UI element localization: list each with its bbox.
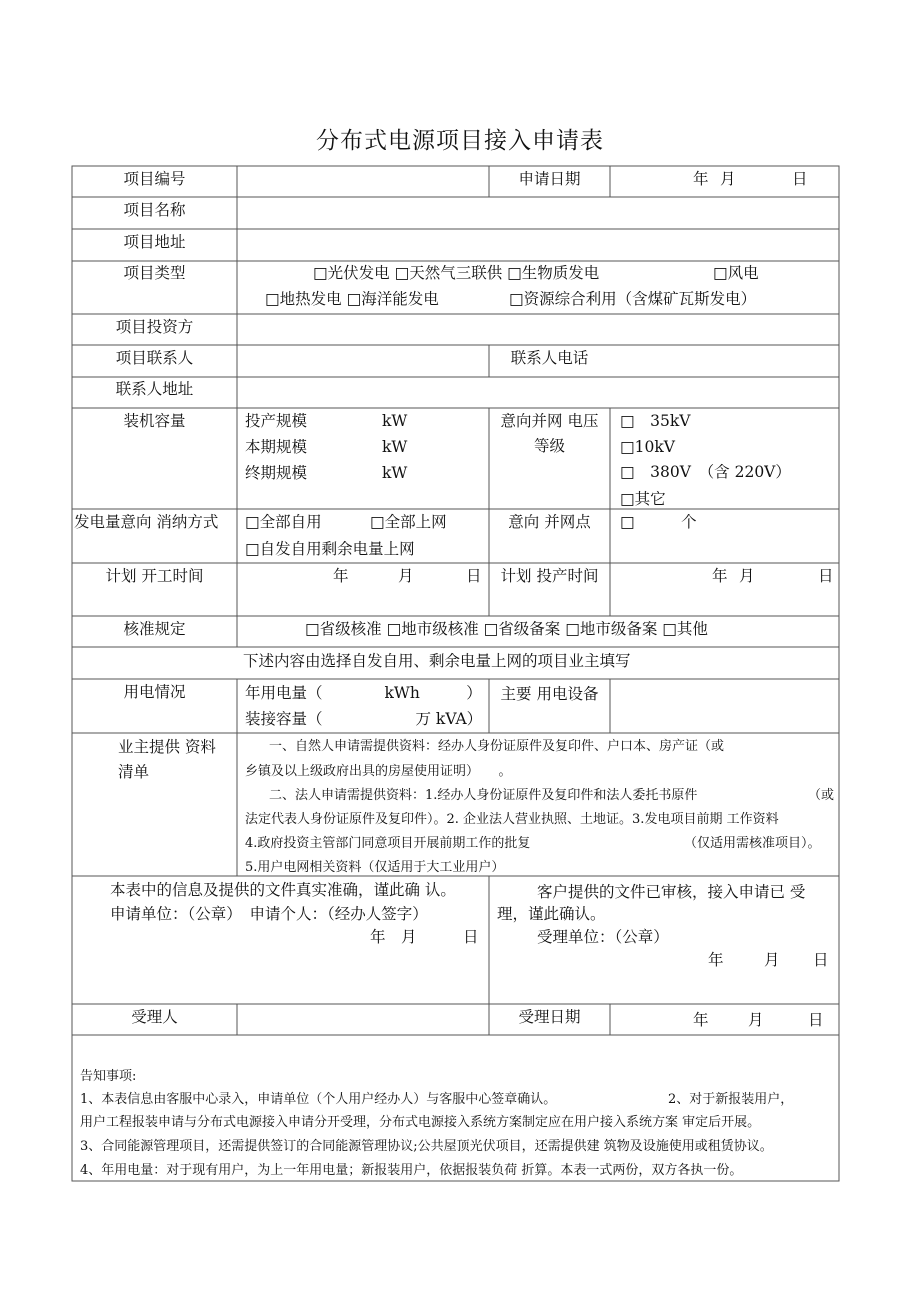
project-type-options-1[interactable]: □光伏发电 □天然气三联供 □生物质发电 [313,264,600,282]
materials-line: （仅适用需核准项目）。 [684,836,821,851]
materials-line: 4.政府投资主管部门同意项目开展前期工作的批复 [245,836,531,851]
approval-options[interactable]: □省级核准 □地市级核准 □省级备案 □地市级备案 □其他 [305,620,708,638]
investor-field[interactable] [237,315,839,344]
label-materials-list: 清单 [118,763,150,781]
contact-addr-field[interactable] [237,378,839,407]
project-type-options-2b[interactable]: □资源综合利用（含煤矿瓦斯发电） [509,290,757,308]
materials-line: （或 [808,788,835,803]
voltage-option-35kv[interactable]: □ 35kV [620,412,691,430]
label-approval: 核准规定 [123,620,186,638]
apply-date-year: 年 [693,170,709,188]
receive-date-month: 月 [748,1011,764,1029]
form-title: 分布式电源项目接入申请表 [316,128,604,154]
declaration-date: 年 月 日 [370,928,479,946]
acceptance-unit: 受理单位：（公章） [537,928,669,946]
label-plan-start: 计划 开工时间 [105,567,204,585]
apply-date-day: 日 [792,170,808,188]
receive-date-day: 日 [808,1011,824,1029]
notice-line: 1、本表信息由客服中心录入，申请单位（个人用户经办人）与客服中心签章确认。 [80,1092,557,1107]
annual-usage[interactable]: 年用电量（ kWh ） [245,684,482,702]
capacity-row-unit: kW [382,438,408,456]
label-project-addr: 项目地址 [123,233,186,251]
notice-heading: 告知事项: [80,1069,137,1084]
materials-line: 乡镇及以上级政府出具的房屋使用证明） 。 [245,764,512,779]
plan-start-day: 日 [466,567,482,585]
capacity-row-label: 终期规模 [245,464,308,482]
plan-start-month: 月 [398,567,414,585]
main-equipment-field[interactable] [610,680,839,732]
materials-line: 5.用户电网相关资料（仅适用于大工业用户） [245,860,505,875]
consumption-surplus-grid[interactable]: □自发自用剩余电量上网 [245,540,415,558]
label-investor: 项目投资方 [115,318,194,336]
consumption-all-self[interactable]: □全部自用 [245,513,322,531]
materials-line: 二、法人申请需提供资料：1.经办人身份证原件及复印件和法人委托书原件 [269,788,698,803]
declaration-signature: 申请单位：（公章） 申请个人：（经办人签字） [110,905,428,923]
label-apply-date: 申请日期 [518,170,581,188]
grid-point-count[interactable]: □ 个 [620,513,697,531]
notice-line: 3、合同能源管理项目，还需提供签订的合同能源管理协议;公共屋顶光伏项目，还需提供建 筑物及设施使用或租赁协议。 [80,1139,773,1154]
capacity-row-unit: kW [382,464,408,482]
label-contact-phone: 联系人电话 [510,349,589,367]
installed-capacity[interactable]: 装接容量（ 万 kVA） [245,710,483,728]
notice-line: 4、年用电量：对于现有用户，为上一年用电量；新报装用户，依据报装负荷 折算。本表一式两份，双方各执一份。 [80,1163,743,1178]
project-name-field[interactable] [237,198,839,228]
label-consumption: 发电量意向 消纳方式 [74,513,219,531]
declaration-text: 本表中的信息及提供的文件真实准确，谨此确 认。 [110,881,456,899]
acceptance-text-2: 理，谨此确认。 [497,905,606,923]
plan-operation-year: 年 [712,567,728,585]
apply-date-month: 月 [720,170,736,188]
label-materials: 业主提供 资料 [118,738,216,756]
capacity-row-unit: kW [382,412,408,430]
plan-operation-day: 日 [818,567,834,585]
acceptance-date-month: 月 [764,951,780,969]
label-main-equipment: 主要 用电设备 [500,685,599,703]
notice-line: 2、对于新报装用户， [668,1092,794,1107]
label-contact-addr: 联系人地址 [115,380,194,398]
capacity-row-label: 本期规模 [245,438,308,456]
label-plan-operation: 计划 投产时间 [500,567,599,585]
voltage-option-380v[interactable]: □ 380V （含 220V） [620,463,791,481]
label-grid-voltage: 意向并网 电压 [500,412,599,430]
acceptance-date-day: 日 [813,951,829,969]
capacity-row-label: 投产规模 [245,412,308,430]
label-receiver: 受理人 [131,1008,178,1026]
label-grid-voltage-level: 等级 [533,437,565,455]
receive-date-year: 年 [693,1011,709,1029]
contact-phone-field[interactable] [610,346,839,376]
acceptance-text: 客户提供的文件已审核，接入申请已 受 [537,883,806,901]
label-receive-date: 受理日期 [518,1008,581,1026]
label-project-no: 项目编号 [123,170,186,188]
contact-field[interactable] [237,346,489,376]
project-no-field[interactable] [237,167,489,196]
label-project-type: 项目类型 [123,264,186,282]
project-type-options-2a[interactable]: □地热发电 □海洋能发电 [265,290,439,308]
plan-start-year: 年 [333,567,349,585]
consumption-all-grid[interactable]: □全部上网 [370,513,447,531]
label-power-usage: 用电情况 [123,683,186,701]
materials-line: 一、自然人申请需提供资料：经办人身份证原件及复印件、户口本、房产证（或 [269,739,725,754]
notice-line: 用户工程报装申请与分布式电源接入申请分开受理，分布式电源接入系统方案制定应在用户接入系统方案 审定后开展。 [80,1115,761,1130]
label-capacity: 装机容量 [123,412,186,430]
materials-line: 法定代表人身份证原件及复印件）。2. 企业法人营业执照、土地证。3.发电项目前期 工作资料 [245,812,779,827]
project-type-wind[interactable]: □风电 [713,264,759,282]
owner-fill-note: 下述内容由选择自发自用、剩余电量上网的项目业主填写 [243,652,631,670]
acceptance-date-year: 年 [708,951,724,969]
voltage-option-10kv[interactable]: □10kV [620,438,675,456]
label-contact: 项目联系人 [115,349,194,367]
label-project-name: 项目名称 [123,201,186,219]
plan-operation-month: 月 [739,567,755,585]
project-addr-field[interactable] [237,230,839,260]
label-grid-point: 意向 并网点 [508,513,591,531]
receiver-field[interactable] [237,1005,489,1034]
voltage-option-other[interactable]: □其它 [620,490,666,508]
